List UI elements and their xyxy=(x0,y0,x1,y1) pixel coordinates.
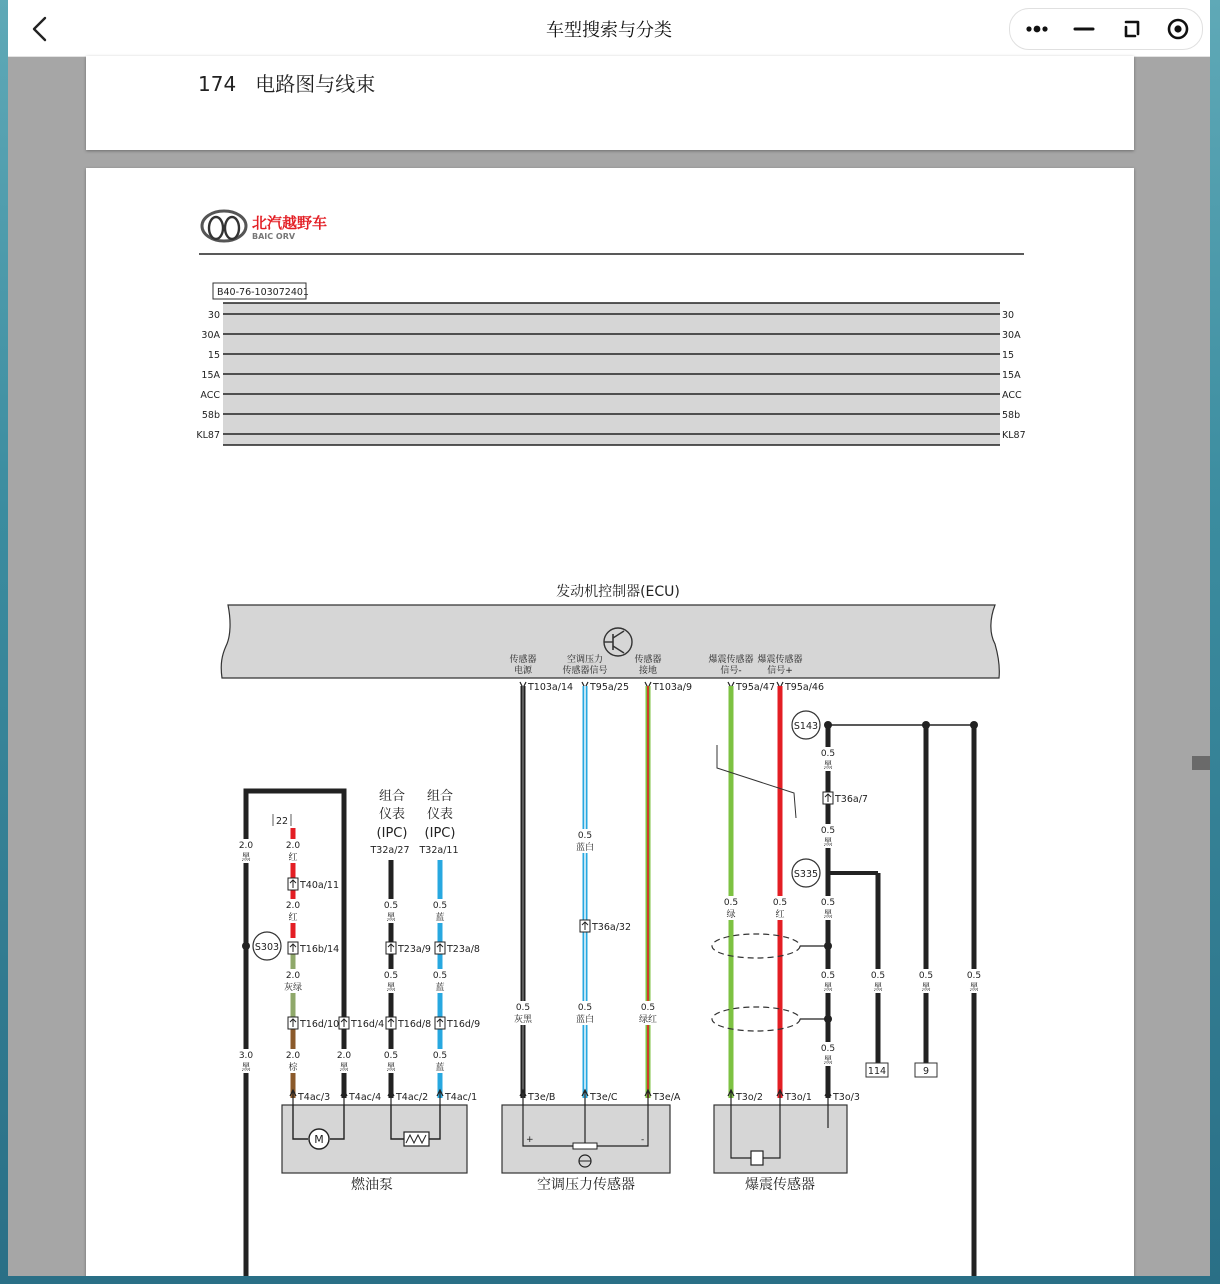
wire-gauge-label: 2.0 xyxy=(285,901,301,911)
ecu-pin-desc: 爆震传感器 xyxy=(757,655,803,665)
svg-text:仪表: 仪表 xyxy=(378,807,406,822)
wire-gauge-label: 0.5 xyxy=(432,971,448,981)
component-pin-label: T3o/1 xyxy=(785,1092,812,1103)
svg-text:S335: S335 xyxy=(793,869,819,880)
wire-color-label: 黑 xyxy=(241,853,251,863)
svg-text:组合: 组合 xyxy=(426,789,454,804)
wire-gauge-label: 2.0 xyxy=(285,841,301,851)
wire-gauge-label: 0.5 xyxy=(432,1051,448,1061)
connector-label: T40a/11 xyxy=(300,880,340,891)
ecu-pin-number: T103a/9 xyxy=(653,682,693,693)
logo-en-text: BAIC ORV xyxy=(252,232,296,241)
wire-color-label: 黑 xyxy=(823,910,833,920)
wire-gauge-label: 0.5 xyxy=(515,1003,531,1013)
wire-color-label: 黑 xyxy=(873,983,883,993)
component-pin-label: T3o/3 xyxy=(833,1092,860,1103)
connector-label: T16b/14 xyxy=(300,944,340,955)
fuel-pump-label: 燃油泵 xyxy=(351,1177,393,1193)
svg-text:+: + xyxy=(526,1135,534,1145)
wire-color-label: 黑 xyxy=(386,983,396,993)
svg-text:S143: S143 xyxy=(793,721,819,732)
ecu-pin-desc: 电源 xyxy=(513,666,533,676)
wire-color-label: 黑 xyxy=(823,838,833,848)
wire-gauge-label: 2.0 xyxy=(285,1051,301,1061)
ecu-pin-number: T95a/25 xyxy=(590,682,630,693)
rail-label-right: 30 xyxy=(1002,310,1015,321)
wire-gauge-label: 0.5 xyxy=(820,971,836,981)
component-pin-label: T4ac/3 xyxy=(298,1092,331,1103)
rail-label-right: KL87 xyxy=(1002,430,1026,441)
wiring-diagram xyxy=(86,168,1134,1276)
window-title: 车型搜索与分类 xyxy=(546,20,672,41)
ecu-pin-desc: 信号- xyxy=(720,666,742,676)
restore-window-icon[interactable] xyxy=(1114,15,1150,43)
wire-gauge-label: 0.5 xyxy=(966,971,982,981)
ref-9: 9 xyxy=(922,1066,930,1077)
knock-sensor-label: 爆震传感器 xyxy=(745,1177,815,1193)
close-target-icon[interactable] xyxy=(1160,15,1196,43)
ac-sensor-label: 空调压力传感器 xyxy=(537,1177,635,1193)
wire-color-label: 蓝 xyxy=(435,983,445,993)
connector-label: T16d/8 xyxy=(398,1019,432,1030)
rail-label-left: ACC xyxy=(200,390,220,401)
wire-color-label: 灰绿 xyxy=(283,983,303,993)
page-heading xyxy=(198,68,375,97)
wire-gauge-label: 0.5 xyxy=(723,898,739,908)
page-number: 174 xyxy=(198,72,237,96)
piezo-icon xyxy=(751,1151,763,1165)
component-pin-label: T3e/A xyxy=(653,1092,681,1103)
fuse-22: 22 xyxy=(275,816,289,827)
rail-label-left: KL87 xyxy=(196,430,220,441)
wire-gauge-label: 3.0 xyxy=(238,1051,254,1061)
wire-color-label: 蓝白 xyxy=(575,843,595,853)
wire-gauge-label: 0.5 xyxy=(820,749,836,759)
svg-text:(IPC): (IPC) xyxy=(376,826,408,841)
wire-color-label: 绿红 xyxy=(638,1015,658,1025)
wire-color-label: 蓝 xyxy=(435,913,445,923)
rail-label-right: 15A xyxy=(1002,370,1021,381)
wire-gauge-label: 2.0 xyxy=(285,971,301,981)
connector-label: T16d/4 xyxy=(351,1019,385,1030)
svg-text:(IPC): (IPC) xyxy=(424,826,456,841)
ecu-pin-desc: 信号+ xyxy=(767,666,793,676)
wire-color-label: 黑 xyxy=(969,983,979,993)
wire-gauge-label: 0.5 xyxy=(577,831,593,841)
svg-text:-: - xyxy=(641,1135,645,1145)
wire-gauge-label: 0.5 xyxy=(383,901,399,911)
ecu-pin-desc: 空调压力 xyxy=(566,655,604,665)
ecu-pin-desc: 接地 xyxy=(638,666,658,676)
svg-text:组合: 组合 xyxy=(378,789,406,804)
more-icon[interactable] xyxy=(1020,15,1056,43)
rail-label-left: 15 xyxy=(207,350,220,361)
svg-text:仪表: 仪表 xyxy=(426,807,454,822)
component-pin-label: T3e/B xyxy=(528,1092,556,1103)
rail-label-right: 58b xyxy=(1002,410,1021,421)
document-viewer[interactable] xyxy=(8,0,1210,1276)
component-pin-label: T3o/2 xyxy=(736,1092,763,1103)
connector-label: T23a/8 xyxy=(447,944,480,955)
page-section-title: 电路图与线束 xyxy=(255,72,376,96)
wire-gauge-label: 0.5 xyxy=(432,901,448,911)
rail-label-left: 30 xyxy=(207,310,220,321)
wire-gauge-label: 0.5 xyxy=(820,1044,836,1054)
rail-label-right: 30A xyxy=(1002,330,1021,341)
rail-label-left: 30A xyxy=(201,330,220,341)
top-bar xyxy=(8,0,1210,57)
wire-gauge-label: 0.5 xyxy=(772,898,788,908)
document-page-174 xyxy=(86,56,1134,150)
rail-label-left: 58b xyxy=(201,410,220,421)
connector-label: T36a/7 xyxy=(835,794,868,805)
ecu-pin-number: T95a/46 xyxy=(785,682,825,693)
wire-gauge-label: 0.5 xyxy=(383,1051,399,1061)
ecu-title: 发动机控制器(ECU) xyxy=(556,584,680,600)
wire-gauge-label: 0.5 xyxy=(820,826,836,836)
wire-color-label: 黑 xyxy=(921,983,931,993)
wire-color-label: 蓝 xyxy=(435,1063,445,1073)
rail-label-right: ACC xyxy=(1002,390,1022,401)
wire-color-label: 红 xyxy=(288,913,298,923)
rail-label-right: 15 xyxy=(1002,350,1015,361)
wire-gauge-label: 0.5 xyxy=(640,1003,656,1013)
wire-gauge-label: 2.0 xyxy=(238,841,254,851)
connector-label: T16d/10 xyxy=(300,1019,340,1030)
wire-gauge-label: 0.5 xyxy=(577,1003,593,1013)
wire-color-label: 蓝白 xyxy=(575,1015,595,1025)
wire-gauge-label: 0.5 xyxy=(918,971,934,981)
mini-program-capsule xyxy=(1009,8,1203,50)
svg-text:M: M xyxy=(314,1133,324,1146)
wire-color-label: 黑 xyxy=(823,983,833,993)
wire-color-label: 黑 xyxy=(823,1056,833,1066)
wire-gauge-label: 0.5 xyxy=(383,971,399,981)
ecu-pin-number: T103a/14 xyxy=(528,682,574,693)
wire-color-label: 黑 xyxy=(386,1063,396,1073)
power-rail-block xyxy=(196,303,1025,445)
connector-label: T23a/9 xyxy=(398,944,431,955)
ipc-label-2 xyxy=(418,789,458,856)
wire-color-label: 红 xyxy=(775,910,785,920)
wire-gauge-label: 2.0 xyxy=(336,1051,352,1061)
baic-logo xyxy=(202,211,327,241)
component-pin-label: T4ac/1 xyxy=(445,1092,478,1103)
ecu-pin-desc: 传感器信号 xyxy=(562,666,608,676)
wire-color-label: 黑 xyxy=(339,1063,349,1073)
document-page-diagram xyxy=(86,168,1134,1276)
ipc-label-1 xyxy=(369,789,409,856)
ecu-pin-desc: 爆震传感器 xyxy=(708,655,754,665)
rail-label-left: 15A xyxy=(201,370,220,381)
svg-text:T32a/11: T32a/11 xyxy=(419,845,459,856)
wire-color-label: 黑 xyxy=(241,1063,251,1073)
connector-label: T16d/9 xyxy=(447,1019,481,1030)
ref-114: 114 xyxy=(867,1066,887,1077)
svg-text:T32a/27: T32a/27 xyxy=(370,845,410,856)
ecu-pin-desc: 传感器 xyxy=(634,655,662,665)
minimize-icon[interactable] xyxy=(1066,15,1102,43)
wire-color-label: 灰黑 xyxy=(513,1015,533,1025)
ecu-pin-desc: 传感器 xyxy=(509,655,537,665)
component-pin-label: T4ac/2 xyxy=(396,1092,429,1103)
wire-color-label: 黑 xyxy=(386,913,396,923)
logo-cn-text: 北汽越野车 xyxy=(252,214,328,232)
ecu-pin-number: T95a/47 xyxy=(736,682,776,693)
component-pin-label: T3e/C xyxy=(590,1092,618,1103)
wire-color-label: 棕 xyxy=(288,1063,298,1073)
connector-label: T36a/32 xyxy=(592,922,632,933)
svg-text:S303: S303 xyxy=(254,942,280,953)
scroll-handle[interactable] xyxy=(1192,756,1210,770)
wire-gauge-label: 0.5 xyxy=(820,898,836,908)
doc-code: B40-76-103072401 xyxy=(217,287,309,298)
wire-gauge-label: 0.5 xyxy=(870,971,886,981)
wire-color-label: 红 xyxy=(288,853,298,863)
wire-color-label: 绿 xyxy=(726,910,736,920)
component-pin-label: T4ac/4 xyxy=(349,1092,382,1103)
wire-color-label: 黑 xyxy=(823,761,833,771)
